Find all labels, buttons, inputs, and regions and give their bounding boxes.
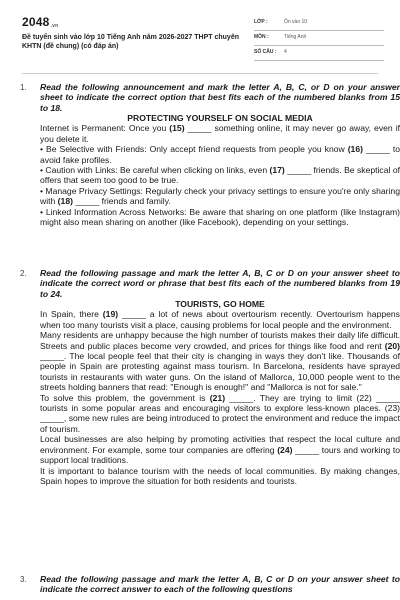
text-segment: _____. They are trying to limit (22) _____ tourists in some popular areas and encouraging visitors to explore less-known places. (23) _____, some new rules are being introduced to protect the environment and reduce the impact of tourism. [40, 392, 400, 434]
text-segment: • Be Selective with Friends: Only accept friend requests from people you know [40, 144, 348, 155]
text-segment: _____ friends and family. [72, 196, 171, 207]
text-segment: _____ friends. Be skeptical of offers that seem too good to be true. [40, 165, 400, 186]
passage [40, 299, 400, 486]
text-segment: It is important to balance tourism with the needs of local communities. By making changes, Spain hopes to improve the situation for both residents and tourists. [40, 465, 400, 486]
blank-marker: (19) [102, 309, 119, 320]
meta-row-class [254, 16, 384, 31]
passage-paragraph [40, 466, 400, 487]
logo-text: 2048 [22, 15, 50, 29]
text-segment: _____ to avoid fake profiles. [40, 144, 400, 165]
question-number: 1. [20, 83, 27, 92]
text-segment: • Linked Information Across Networks: Be aware that sharing on one platform (like Instagram) might also mean sharing on another (like Facebook), depending on your settings. [40, 206, 400, 228]
meta-label: LỚP : [254, 19, 268, 25]
passage-paragraph [40, 123, 400, 144]
text-segment: • Caution with Links: Be careful when clicking on links, even [40, 165, 270, 176]
text-segment: • Manage Privacy Settings: Regularly check your privacy settings to ensure you're only sharing with [40, 185, 400, 207]
text-segment: To solve this problem, the government is [40, 392, 210, 403]
passage-paragraph [40, 434, 400, 465]
passage-paragraph [40, 207, 400, 228]
text-segment: Internet is Permanent: Once you [40, 123, 170, 134]
blank-marker: (24) [277, 444, 293, 455]
blank-marker: (15) [169, 123, 185, 134]
text-segment: In Spain, there [40, 309, 103, 320]
blank-marker: (17) [269, 165, 285, 176]
question-instruction: Read the following announcement and mark the letter A, B, C, or D on your answer sheet to indicate the correct option that best fits each of the numbered blanks from 15 to 18. [40, 82, 400, 113]
meta-label: MÔN : [254, 34, 269, 40]
text-segment: _____ something online, it may never go away, even if you delete it. [40, 123, 400, 144]
meta-row-subject [254, 31, 384, 46]
blank-marker: (16) [347, 144, 363, 155]
logo-suffix: .vn [50, 23, 59, 29]
question-number: 3. [20, 575, 27, 584]
question-instruction: Read the following passage and mark the letter A, B, C or D on your answer sheet to indicate the correct word or phrase that best fits each of the numbered blanks from 19 to 24. [40, 268, 400, 299]
text-segment: Many residents are unhappy because the high number of tourists makes their daily life difficult. Streets and public places become very crowded, and prices for things like food and rent [40, 330, 400, 351]
meta-value: 4 [284, 49, 287, 55]
passage-paragraph [40, 165, 400, 186]
passage-paragraph [40, 144, 400, 165]
question-instruction: Read the following passage and mark the letter A, B, C or D on your answer sheet to indicate the correct answer to each of the following questions [40, 574, 400, 595]
document-title: Đề tuyển sinh vào lớp 10 Tiếng Anh năm 2026-2027 THPT chuyên KHTN (đề chung) (có đáp án) [22, 34, 239, 50]
blank-marker: (21) [209, 392, 226, 403]
text-segment: _____ tours and working to support local traditions. [40, 444, 400, 466]
passage-paragraph [40, 330, 400, 392]
passage-paragraph [40, 186, 400, 207]
site-logo[interactable] [22, 15, 58, 29]
meta-row-count [254, 46, 384, 61]
question-number: 2. [20, 269, 27, 278]
passage-paragraph [40, 309, 400, 330]
passage [40, 113, 400, 227]
blank-marker: (18) [57, 196, 73, 207]
passage-heading: PROTECTING YOURSELF ON SOCIAL MEDIA [127, 113, 313, 123]
meta-panel [254, 16, 384, 61]
passage-paragraph [40, 393, 400, 435]
header-divider [22, 73, 378, 74]
meta-value: Ôn vào 10 [284, 19, 308, 25]
meta-label: SỐ CÂU : [254, 49, 277, 55]
text-segment: _____ a lot of news about overtourism recently. Overtourism happens when too many tourists visit a place, causing problems for local people and the environment. [40, 309, 400, 330]
blank-marker: (20) [384, 340, 400, 351]
passage-heading: TOURISTS, GO HOME [175, 299, 265, 309]
text-segment: _____. The local people feel that their city is changing in ways they don't like. Thousands of people in Spain are protesting against mass tourism. In Barcelona, residents have sprayed tourists in restaurants with water guns. On the island of Mallorca, 10,000 people went to the streets holding banners that read: "Enough is enough!" and "Mallorca is not for sale." [40, 351, 400, 393]
text-segment: Local businesses are also helping by promoting activities that respect the local culture and environment. For example, some tour companies are offering [40, 434, 400, 455]
meta-value: Tiếng Anh [284, 34, 307, 40]
